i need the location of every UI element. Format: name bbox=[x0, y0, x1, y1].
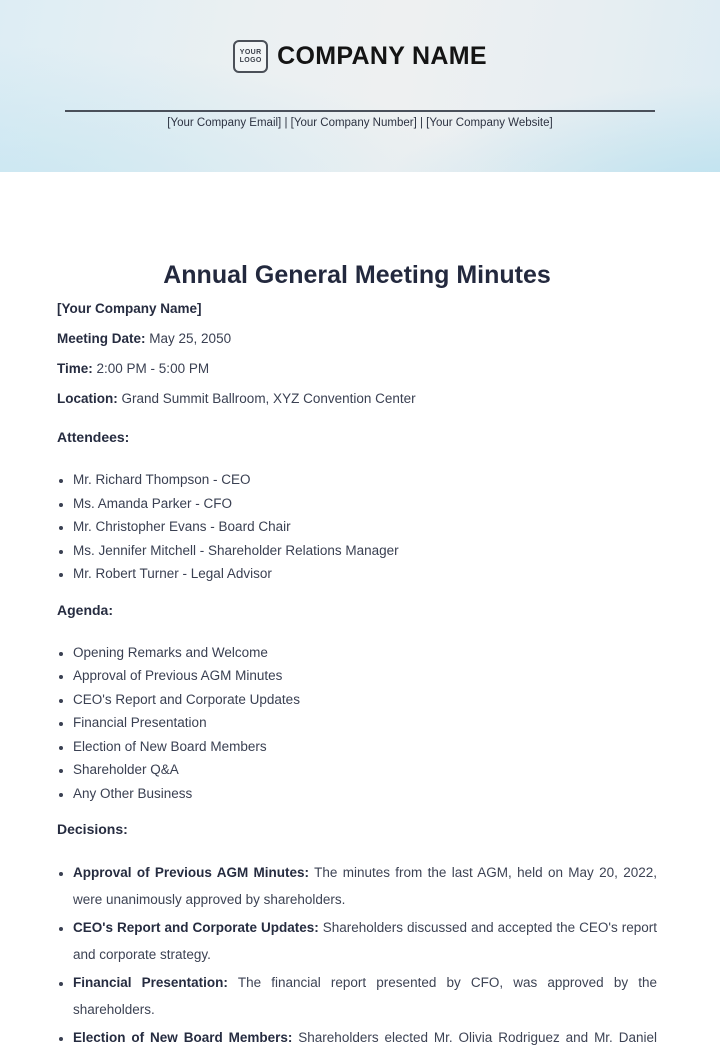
brand-row bbox=[0, 0, 720, 73]
meeting-location-value: Grand Summit Ballroom, XYZ Convention Center bbox=[121, 391, 416, 406]
meeting-meta bbox=[57, 299, 657, 409]
decision-label: Financial Presentation: bbox=[73, 975, 228, 990]
list-item: • Ms. Jennifer Mitchell - Shareholder Relations Manager bbox=[73, 539, 657, 563]
company-logo-placeholder-icon bbox=[233, 40, 268, 73]
list-item bbox=[73, 914, 657, 968]
decision-label: CEO's Report and Corporate Updates: bbox=[73, 920, 319, 935]
contact-line: [Your Company Email] | [Your Company Number] | [Your Company Website] bbox=[167, 117, 553, 129]
meeting-date-line bbox=[57, 329, 657, 349]
agenda-heading: Agenda: bbox=[57, 601, 113, 618]
header-divider bbox=[65, 110, 655, 112]
attendees-heading: Attendees: bbox=[57, 429, 130, 445]
logo-text-line1: YOUR bbox=[239, 48, 262, 56]
decision-label: Election of New Board Members: bbox=[73, 1030, 293, 1045]
list-item: • Ms. Amanda Parker - CFO bbox=[73, 492, 657, 516]
company-name-placeholder: [Your Company Name] bbox=[57, 301, 202, 316]
list-item: • Mr. Christopher Evans - Board Chair bbox=[73, 515, 657, 539]
decision-text: Shareholders elected Mr. Olivia Rodriguez and Mr. Daniel bbox=[298, 1030, 657, 1045]
decision-text: The minutes from the last AGM, held on May 20, 2022, were unanimously approved by shareholders. bbox=[73, 865, 657, 907]
list-item: • Opening Remarks and Welcome bbox=[73, 641, 657, 665]
decisions-heading: Decisions: bbox=[57, 821, 128, 837]
meeting-time-value: 2:00 PM - 5:00 PM bbox=[96, 361, 210, 376]
agenda-list bbox=[57, 641, 657, 806]
list-item: • Shareholder Q&A bbox=[73, 758, 657, 782]
page-title: Annual General Meeting Minutes bbox=[163, 261, 551, 289]
list-item bbox=[73, 969, 657, 1023]
list-item: • Mr. Richard Thompson - CEO bbox=[73, 468, 657, 492]
list-item: • Approval of Previous AGM Minutes bbox=[73, 664, 657, 688]
meeting-date-label: Meeting Date: bbox=[57, 331, 146, 346]
company-name: COMPANY NAME bbox=[277, 42, 487, 70]
meeting-date-value: May 25, 2050 bbox=[149, 331, 232, 346]
list-item: • Any Other Business bbox=[73, 782, 657, 806]
meeting-time-label: Time: bbox=[57, 361, 93, 376]
attendees-list bbox=[57, 468, 657, 586]
list-item: • Mr. Robert Turner - Legal Advisor bbox=[73, 562, 657, 586]
list-item bbox=[73, 1024, 657, 1051]
decisions-list bbox=[57, 859, 657, 1051]
meeting-time-line bbox=[57, 359, 657, 379]
list-item: • CEO's Report and Corporate Updates bbox=[73, 688, 657, 712]
document-body bbox=[0, 172, 720, 1051]
decision-text: The financial report presented by CFO, was approved by the shareholders. bbox=[73, 975, 657, 1017]
meeting-location-line bbox=[57, 389, 657, 409]
logo-text-line2: LOGO bbox=[239, 56, 262, 64]
decision-text: Shareholders discussed and accepted the CEO's report and corporate strategy. bbox=[73, 920, 657, 962]
list-item bbox=[73, 859, 657, 913]
letterhead-header bbox=[0, 0, 720, 172]
decision-label: Approval of Previous AGM Minutes: bbox=[73, 865, 310, 880]
list-item: • Financial Presentation bbox=[73, 711, 657, 735]
list-item: • Election of New Board Members bbox=[73, 735, 657, 759]
meeting-location-label: Location: bbox=[57, 391, 118, 406]
